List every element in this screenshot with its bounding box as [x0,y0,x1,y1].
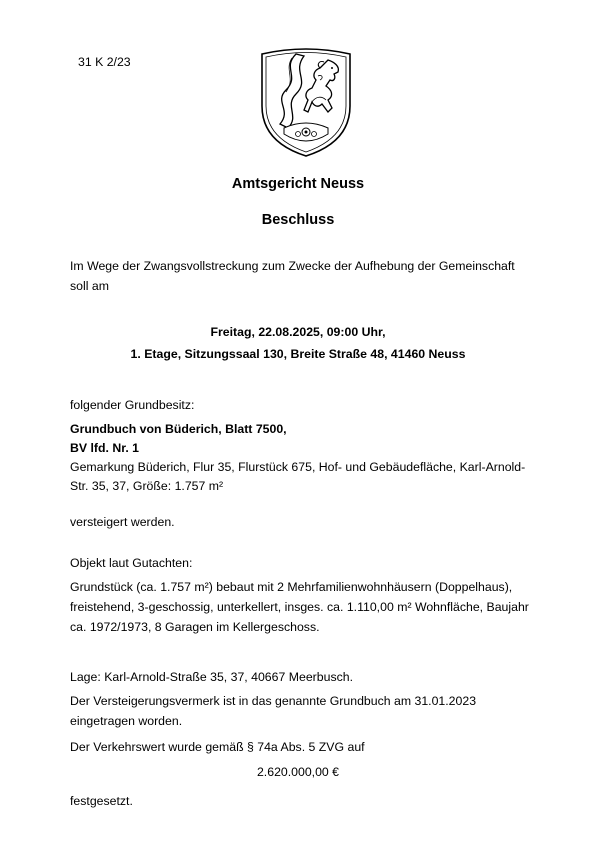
cadastral-line-1: Gemarkung Büderich, Flur 35, Flurstück 675, Hof- und Gebäudefläche, Karl-Arnold- [70,460,526,474]
court-name: Amtsgericht Neuss [231,176,365,192]
market-value-line: Der Verkehrswert wurde gemäß § 74a Abs. 5 ZVG auf [70,740,365,754]
auction-statement: versteigert werden. [70,515,175,529]
case-number: 31 K 2/23 [78,55,131,69]
appraisal-line-2: freistehend, 3-geschossig, unterkellert, insges. ca. 1.110,00 m² Wohnfläche, Baujahr [70,600,529,614]
nrw-coat-of-arms-icon [258,46,354,158]
appraisal-label: Objekt laut Gutachten: [70,556,193,570]
inventory-number: BV lfd. Nr. 1 [70,441,140,455]
market-value-closing: festgesetzt. [70,794,133,808]
market-value-amount: 2.620.000,00 € [256,765,340,779]
property-label: folgender Grundbesitz: [70,398,195,412]
appraisal-line-3: ca. 1972/1973, 8 Garagen im Kellergeschoss. [70,620,320,634]
register-note-line-1: Der Versteigerungsvermerk ist in das genannte Grundbuch am 31.01.2023 [70,694,477,708]
property-location: Lage: Karl-Arnold-Straße 35, 37, 40667 Meerbusch. [70,670,353,684]
auction-date: Freitag, 22.08.2025, 09:00 Uhr, [210,325,386,339]
intro-line-1: Im Wege der Zwangsvollstreckung zum Zwecke der Aufhebung der Gemeinschaft [70,259,515,273]
land-register: Grundbuch von Büderich, Blatt 7500, [70,422,287,436]
auction-location: 1. Etage, Sitzungssaal 130, Breite Straße 48, 41460 Neuss [130,347,466,361]
document-title: Beschluss [261,212,335,228]
register-note-line-2: eingetragen worden. [70,714,183,728]
appraisal-line-1: Grundstück (ca. 1.757 m²) bebaut mit 2 Mehrfamilienwohnhäusern (Doppelhaus), [70,580,513,594]
cadastral-line-2: Str. 35, 37, Größe: 1.757 m² [70,479,224,493]
intro-line-2: soll am [70,279,109,293]
